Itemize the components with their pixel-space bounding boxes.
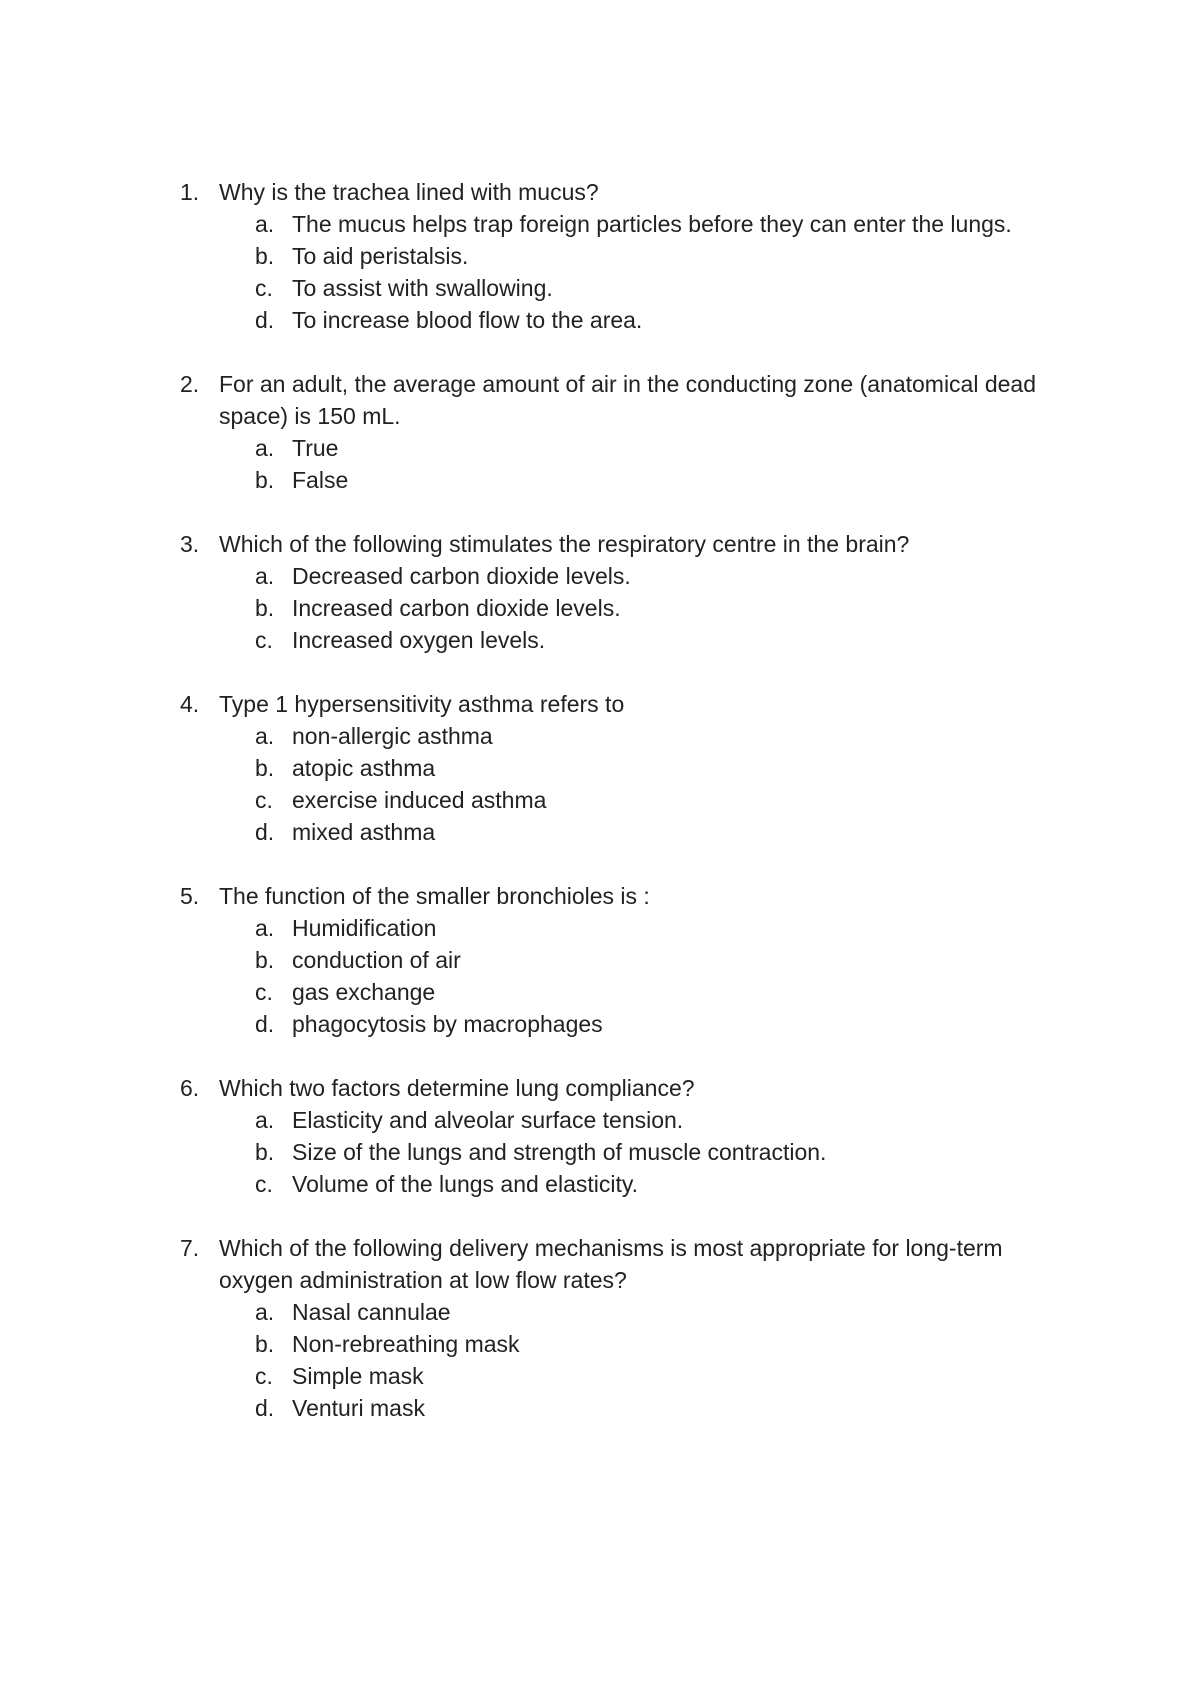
- option-text: Elasticity and alveolar surface tension.: [292, 1107, 684, 1133]
- option-text: mixed asthma: [292, 819, 436, 845]
- answer-option: [180, 720, 1080, 752]
- option-text: Increased carbon dioxide levels.: [292, 595, 621, 621]
- answer-options: [180, 560, 1080, 656]
- question-number: 7.: [180, 1235, 200, 1261]
- option-letter: c.: [255, 1171, 273, 1197]
- option-text: exercise induced asthma: [292, 787, 547, 813]
- option-letter: b.: [255, 467, 275, 493]
- option-letter: b.: [255, 947, 275, 973]
- option-letter: c.: [255, 979, 273, 1005]
- question-text: Which of the following stimulates the respiratory centre in the brain?: [219, 531, 910, 557]
- question-stem: [180, 688, 1080, 720]
- option-letter: b.: [255, 1139, 275, 1165]
- question-stem: [180, 368, 1080, 432]
- option-text: phagocytosis by macrophages: [292, 1011, 603, 1037]
- answer-option: [180, 1168, 1080, 1200]
- option-letter: a.: [255, 1107, 275, 1133]
- option-text: conduction of air: [292, 947, 461, 973]
- option-letter: a.: [255, 1299, 275, 1325]
- option-letter: d.: [255, 307, 275, 333]
- answer-option: [180, 272, 1080, 304]
- answer-option: [180, 1136, 1080, 1168]
- question-number: 5.: [180, 883, 200, 909]
- option-letter: b.: [255, 595, 275, 621]
- question-7: [180, 1232, 1080, 1424]
- question-text: Which of the following delivery mechanisms is most appropriate for long-term oxygen administration at low flow rates?: [219, 1235, 1003, 1293]
- answer-option: [180, 432, 1080, 464]
- option-letter: d.: [255, 1395, 275, 1421]
- option-letter: d.: [255, 1011, 275, 1037]
- answer-option: [180, 944, 1080, 976]
- option-text: atopic asthma: [292, 755, 436, 781]
- option-letter: b.: [255, 755, 275, 781]
- option-letter: a.: [255, 435, 275, 461]
- answer-option: [180, 1328, 1080, 1360]
- option-text: To aid peristalsis.: [292, 243, 469, 269]
- option-letter: a.: [255, 723, 275, 749]
- answer-options: [180, 1296, 1080, 1424]
- question-text: Why is the trachea lined with mucus?: [219, 179, 599, 205]
- answer-option: [180, 304, 1080, 336]
- option-text: Simple mask: [292, 1363, 424, 1389]
- answer-option: [180, 1104, 1080, 1136]
- answer-option: [180, 1392, 1080, 1424]
- question-4: [180, 688, 1080, 848]
- option-text: Size of the lungs and strength of muscle contraction.: [292, 1139, 827, 1165]
- option-text: Non-rebreathing mask: [292, 1331, 520, 1357]
- option-text: To assist with swallowing.: [292, 275, 553, 301]
- answer-options: [180, 1104, 1080, 1200]
- answer-option: [180, 208, 1080, 240]
- question-1: [180, 176, 1080, 336]
- question-2: [180, 368, 1080, 496]
- option-letter: b.: [255, 243, 275, 269]
- answer-options: [180, 208, 1080, 336]
- answer-option: [180, 1360, 1080, 1392]
- question-number: 4.: [180, 691, 200, 717]
- option-letter: c.: [255, 275, 273, 301]
- answer-option: [180, 976, 1080, 1008]
- option-text: gas exchange: [292, 979, 436, 1005]
- question-number: 3.: [180, 531, 200, 557]
- answer-options: [180, 432, 1080, 496]
- question-text: The function of the smaller bronchioles is :: [219, 883, 650, 909]
- answer-option: [180, 1008, 1080, 1040]
- answer-options: [180, 720, 1080, 848]
- question-list: [180, 176, 1080, 1456]
- question-stem: [180, 1232, 1080, 1296]
- answer-option: [180, 912, 1080, 944]
- option-letter: c.: [255, 787, 273, 813]
- option-text: True: [292, 435, 339, 461]
- question-3: [180, 528, 1080, 656]
- option-letter: a.: [255, 563, 275, 589]
- answer-option: [180, 784, 1080, 816]
- answer-option: [180, 816, 1080, 848]
- question-stem: [180, 528, 1080, 560]
- answer-option: [180, 560, 1080, 592]
- option-letter: c.: [255, 627, 273, 653]
- option-text: To increase blood flow to the area.: [292, 307, 643, 333]
- option-text: Venturi mask: [292, 1395, 425, 1421]
- option-letter: b.: [255, 1331, 275, 1357]
- option-letter: c.: [255, 1363, 273, 1389]
- option-letter: d.: [255, 819, 275, 845]
- question-stem: [180, 880, 1080, 912]
- option-text: Increased oxygen levels.: [292, 627, 546, 653]
- option-text: Decreased carbon dioxide levels.: [292, 563, 631, 589]
- question-stem: [180, 1072, 1080, 1104]
- answer-option: [180, 464, 1080, 496]
- option-letter: a.: [255, 915, 275, 941]
- question-5: [180, 880, 1080, 1040]
- option-text: Humidification: [292, 915, 437, 941]
- question-6: [180, 1072, 1080, 1200]
- option-text: Volume of the lungs and elasticity.: [292, 1171, 639, 1197]
- answer-option: [180, 752, 1080, 784]
- question-number: 1.: [180, 179, 200, 205]
- answer-option: [180, 240, 1080, 272]
- option-text: non-allergic asthma: [292, 723, 493, 749]
- option-letter: a.: [255, 211, 275, 237]
- option-text: False: [292, 467, 349, 493]
- question-text: For an adult, the average amount of air in the conducting zone (anatomical dead space) is 150 mL.: [219, 371, 1037, 429]
- option-text: The mucus helps trap foreign particles before they can enter the lungs.: [292, 211, 1012, 237]
- answer-option: [180, 592, 1080, 624]
- question-stem: [180, 176, 1080, 208]
- question-text: Which two factors determine lung compliance?: [219, 1075, 695, 1101]
- answer-option: [180, 1296, 1080, 1328]
- question-text: Type 1 hypersensitivity asthma refers to: [219, 691, 625, 717]
- question-number: 2.: [180, 371, 200, 397]
- option-text: Nasal cannulae: [292, 1299, 451, 1325]
- answer-option: [180, 624, 1080, 656]
- question-number: 6.: [180, 1075, 200, 1101]
- answer-options: [180, 912, 1080, 1040]
